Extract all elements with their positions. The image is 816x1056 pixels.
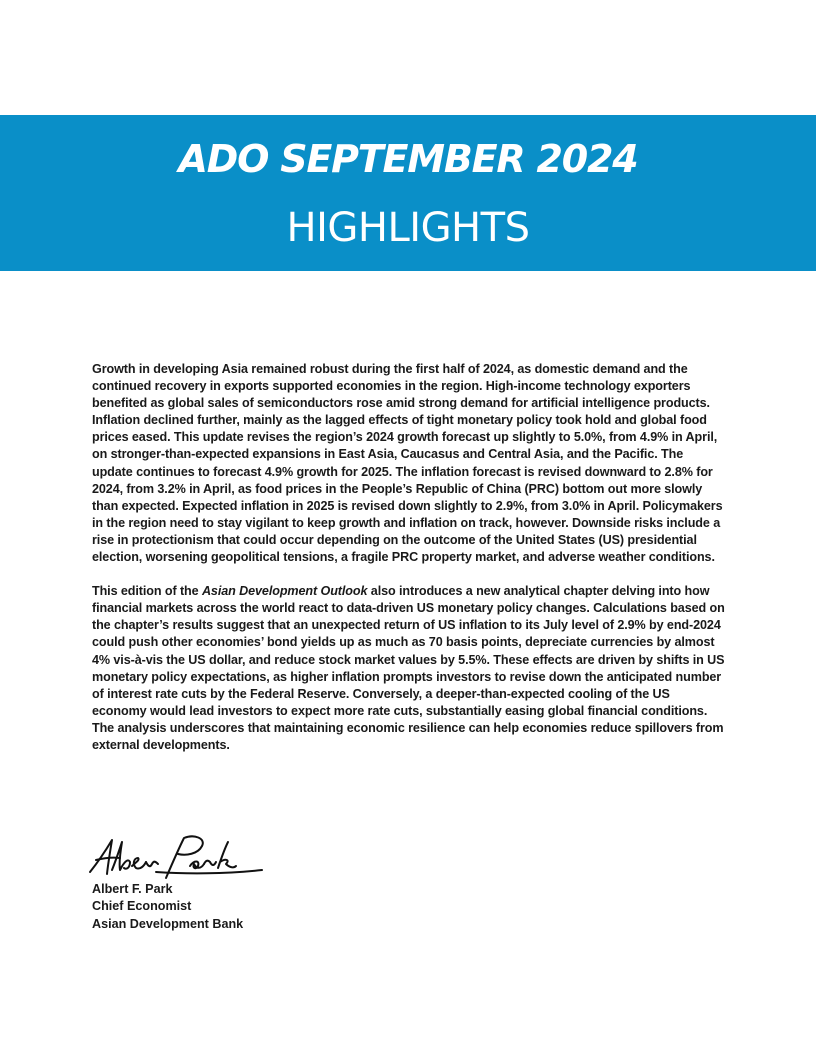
publication-title: Asian Development Outlook: [201, 584, 368, 599]
report-subtitle: HIGHLIGHTS: [286, 205, 530, 251]
title-banner: [0, 115, 816, 271]
signer-name: Albert F. Park: [92, 882, 173, 896]
signer-title: Chief Economist: [92, 899, 192, 914]
signature-block: [92, 881, 243, 933]
paragraph-analytical-chapter: [92, 583, 726, 754]
signer-organization: Asian Development Bank: [92, 916, 244, 931]
paragraph-rest: also introduces a new analytical chapter delving into how financial markets across the world react to data-driven US monetary policy changes. Calculations based on the chapter’s results suggest that an unexpected return of US inflation to its July level of 2.9% by end-2024 could push other economies’ bond yields up as much as 70 basis points, depreciate currencies by almost 4% vis-à-vis the US dollar, and reduce stock market values by 5.5%. These effects are driven by shifts in US monetary policy expectations, as higher inflation prompts investors to revise down the anticipated number of interest rate cuts by the Federal Reserve. Conversely, a deeper-than-expected cooling of the US economy would lead investors to expect more rate cuts, substantially easing global financial conditions. The analysis underscores that maintaining economic resilience can help economies reduce spillovers from external developments.: [92, 584, 725, 752]
paragraph-growth: Growth in developing Asia remained robust during the first half of 2024, as domestic demand and the continued recovery in exports supported economies in the region. High-income technology exporters benefited as global sales of semiconductors rose amid strong demand for artificial intelligence products. Inflation declined further, mainly as the lagged effects of tight monetary policy took hold and global food prices eased. This update revises the region’s 2024 growth forecast up slightly to 5.0%, from 4.9% in April, on stronger-than-expected expansions in East Asia, Caucasus and Central Asia, and the Pacific. The update continues to forecast 4.9% growth for 2025. The inflation forecast is revised downward to 2.8% for 2024, from 3.2% in April, as food prices in the People’s Republic of China (PRC) bottom out more slowly than expected. Expected inflation in 2025 is revised down slightly to 2.9%, from 3.0% in April. Policymakers in the region need to stay vigilant to keep growth and inflation on track, however. Downside risks include a rise in protectionism that could occur depending on the outcome of the United States (US) presidential election, worsening geopolitical tensions, a fragile PRC property market, and adverse weather conditions.: [92, 362, 723, 565]
signature-image: [86, 832, 266, 884]
report-title: ADO SEPTEMBER 2024: [178, 137, 638, 181]
paragraph-lead: This edition of the: [92, 584, 202, 599]
highlights-body: [92, 361, 726, 771]
